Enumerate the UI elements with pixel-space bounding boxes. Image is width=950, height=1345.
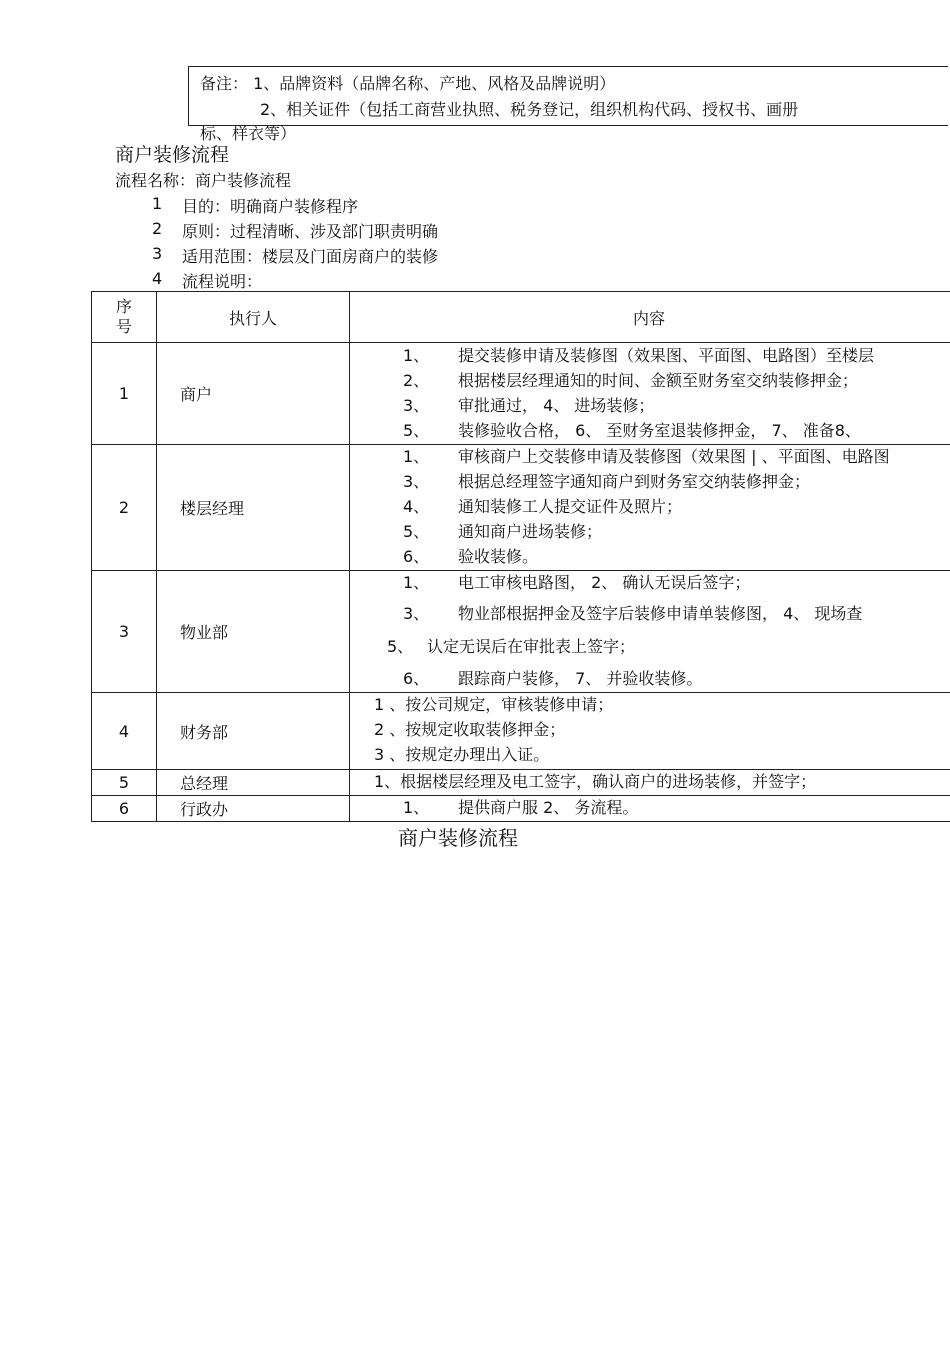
step-number: 3、 [403, 604, 430, 623]
step-number: 6、 [403, 669, 430, 688]
table-row [92, 445, 950, 571]
step-number: 1、 [403, 573, 430, 592]
step-text: 根据总经理签字通知商户到财务室交纳装修押金； [458, 472, 811, 491]
list-item-num: 3 [152, 244, 163, 263]
step-number: 5、 [403, 522, 430, 541]
header-content: 内容 [350, 292, 950, 343]
step-number: 3、 [403, 472, 430, 491]
note-line-1: 备注： 1、品牌资料（品牌名称、产地、风格及品牌说明） [200, 74, 616, 93]
row-number: 4 [92, 693, 157, 770]
step-number: 2、 [403, 371, 430, 390]
step-number: 5、 [403, 421, 430, 440]
note-line-2: 2、相关证件（包括工商营业执照、税务登记，组织机构代码、授权书、画册 [260, 100, 799, 119]
step-text: 1、根据楼层经理及电工签字，确认商户的进场装修，并签字； [374, 772, 817, 791]
table-row [92, 343, 950, 445]
header-seq [92, 292, 157, 343]
row-content [350, 770, 950, 796]
step-number: 1、 [403, 798, 430, 817]
step-text: 通知商户进场装修； [458, 522, 603, 541]
row-number: 2 [92, 445, 157, 571]
step-text: 提供商户服 2、 务流程。 [458, 798, 639, 817]
step-number: 1、 [403, 447, 430, 466]
row-content [350, 571, 950, 693]
row-executor: 商户 [157, 343, 350, 445]
step-number: 1、 [403, 346, 430, 365]
footer-title: 商户装修流程 [398, 826, 518, 850]
step-text: 认定无误后在审批表上签字； [427, 637, 636, 656]
row-content [350, 343, 950, 445]
step-text: 根据楼层经理通知的时间、金额至财务室交纳装修押金； [458, 371, 859, 390]
row-content [350, 796, 950, 822]
step-number: 6、 [403, 547, 430, 566]
list-item-text: 流程说明： [182, 272, 263, 291]
step-text: 审核商户上交装修申请及装修图（效果图 | 、平面图、电路图 [458, 447, 890, 466]
list-item-num: 4 [152, 269, 163, 288]
row-executor: 行政办 [157, 796, 350, 822]
row-executor: 楼层经理 [157, 445, 350, 571]
step-text: 通知装修工人提交证件及照片； [458, 497, 683, 516]
list-item-text: 原则：过程清晰、涉及部门职责明确 [182, 222, 439, 241]
section-heading: 商户装修流程 [115, 144, 230, 166]
row-number: 1 [92, 343, 157, 445]
header-seq-line-2: 号 [115, 317, 132, 336]
table-header-row [92, 292, 950, 343]
list-item-text: 适用范围：楼层及门面房商户的装修 [182, 247, 439, 266]
step-text: 审批通过， 4、 进场装修； [458, 396, 655, 415]
table-row [92, 693, 950, 770]
table-row [92, 796, 950, 822]
step-text: 2 、按规定收取装修押金； [374, 720, 566, 739]
row-number: 5 [92, 770, 157, 796]
table-row [92, 571, 950, 693]
list-item-num: 1 [152, 194, 163, 213]
row-number: 6 [92, 796, 157, 822]
header-executor: 执行人 [157, 292, 350, 343]
step-number: 5、 [387, 637, 414, 656]
row-content [350, 445, 950, 571]
step-text: 装修验收合格， 6、 至财务室退装修押金， 7、 准备8、 [458, 421, 861, 440]
list-item-num: 2 [152, 219, 163, 238]
process-table [91, 291, 950, 822]
step-text: 提交装修申请及装修图（效果图、平面图、电路图）至楼层 [458, 346, 875, 365]
row-executor: 物业部 [157, 571, 350, 693]
row-content [350, 693, 950, 770]
step-text: 1 、按公司规定，审核装修申请； [374, 695, 614, 714]
step-text: 跟踪商户装修， 7、 并验收装修。 [458, 669, 703, 688]
table-row [92, 770, 950, 796]
list-item-text: 目的：明确商户装修程序 [182, 197, 359, 216]
step-text: 物业部根据押金及签字后装修申请单装修图， 4、 现场查 [458, 604, 863, 623]
row-number: 3 [92, 571, 157, 693]
step-number: 4、 [403, 497, 430, 516]
step-text: 验收装修。 [458, 547, 539, 566]
row-executor: 总经理 [157, 770, 350, 796]
row-executor: 财务部 [157, 693, 350, 770]
note-line-3: 标、样衣等） [200, 124, 297, 143]
step-text: 电工审核电路图， 2、 确认无误后签字； [458, 573, 751, 592]
step-text: 3 、按规定办理出入证。 [374, 745, 550, 764]
step-number: 3、 [403, 396, 430, 415]
header-seq-line-1: 序 [115, 297, 132, 316]
process-name: 流程名称：商户装修流程 [115, 171, 292, 190]
